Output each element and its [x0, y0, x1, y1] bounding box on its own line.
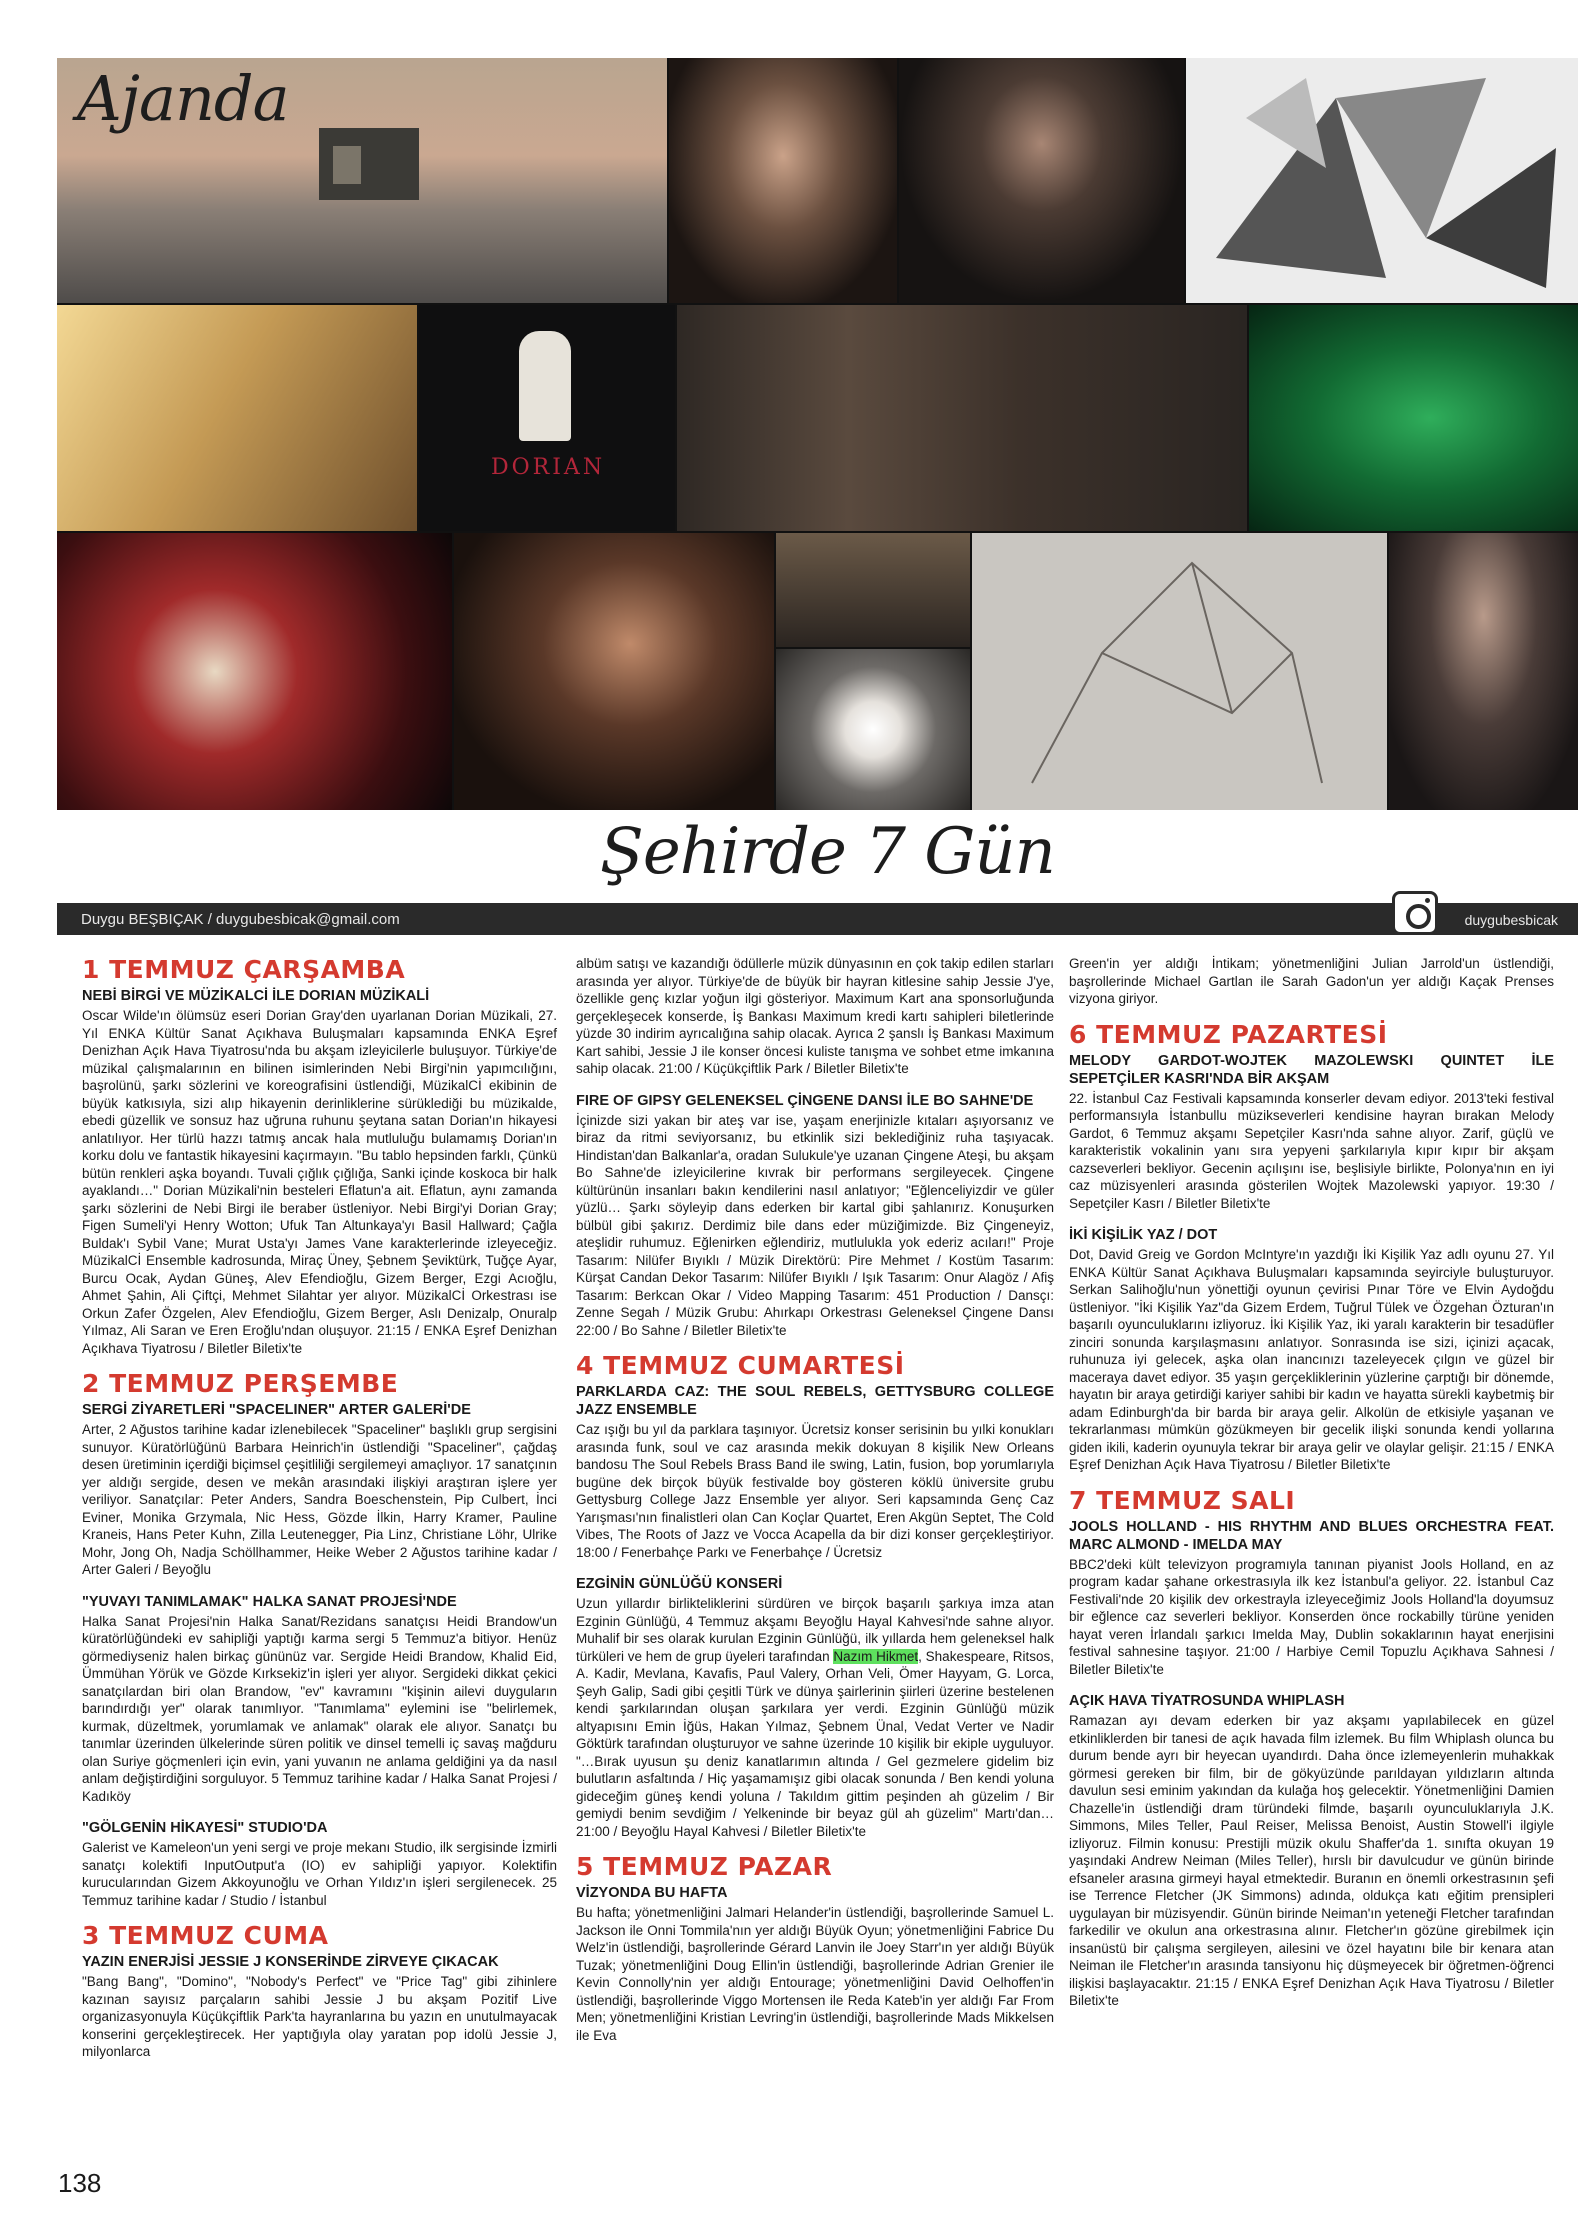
day-heading: 4 TEMMUZ CUMARTESİ	[576, 1351, 905, 1380]
page-number: 138	[58, 2168, 102, 2198]
event-paragraph: Oscar Wilde'ın ölümsüz eseri Dorian Gray'den uyarlanan Dorian Müzikali, 27. Yıl ENKA Kültür Sanat Açıkhava Buluşmaları kapsamında ENKA Eşref Denizhan Açık Hava Tiyatrosu'nda bu akşam izleyicilerle buluşuyor. Türkiye'de müzikal çalışmalarının en bilinen isimlerinden Nebi Birgi'nin yapımcılığını, başrolünü, şarkı sözlerini ve koreografisini üstlendiği, MüzikalCİ ekibinin de büyük katkısıyla, sizi alıp hikayenin derinliklerine sürüklediği bu müzikalde, ebedi güzellik ve sonsuz haz uğruna ruhunu şeytana satan Dorian'ın hikayesi anlatılıyor. Her türlü hazzı tatmış ancak hala mutluluğu bulamamış Dorian'ın korku dolu ve fantastik hikayesini kaçırmayın. "Bu tablo hepsinden farklı, Çünkü bütün renkleri aşka boyandı. Tuvali çığlık çığlığa, Sanki içinde koskoca bir halk ayaklandı…" Dorian Müzikali'nin besteleri Eflatun'a ait. Eflatun, aynı zamanda şarkı sözlerini de Nebi Birgi ile beraber üstleniyor. Nebi Birgi'yi Dorian Gray; Figen Sumeli'yi Henry Wotton; Ufuk Tan Altunkaya'yı Basil Hallward; Çağla Buldak'ı Sybil Vane; Murat Usta'yı James Vane karakterlerinde izleyeceğiz. MüzikalCİ Ensemble kadrosunda, Miraç Üney, Şebnem Şeviktürk, Tuğçe Ayar, Burcu Ocak, Aydan Güneş, Alev Efendioğlu, Gizem Berger, Ezgi Acıoğlu, Ahmet Şahin, Ali Çiftçi, Mehmet Silahtar yer alıyor. MüzikalCİ Orkestrası ise Orkun Zafer Özgelen, Alev Efendioğlu, Gizem Berger, Aslı Denizalp, Onuralp Yılmaz, Ali Saran ve Eren Eroğlu'ndan oluşuyor. 21:15 / ENKA Eşref Denizhan Açıkhava Tiyatrosu / Biletler Biletix'te	[82, 1008, 557, 1356]
event-paragraph: Ramazan ayı devam ederken bir yaz akşamı yapılabilecek en güzel etkinliklerden bir tanesi de açık havada film izlemek. Bu film Whiplash olunca bu durum bende ayrı bir heyecan uyandırdı. Daha önce izlemeyenlerin muhakkak görmesi gereken bir film, bir de gökyüzünde parıldayan yıldızların altında davulun sesi eminim yakından da kulağa hoş gelecektir. Yönetmenliğini Damien Chazelle'in üstlendiği dram türündeki filmde, başarılı oyunculuklarıyla J.K. Simmons, Miles Teller, Paul Reiser, Melissa Benoist, Austin Stowell'i ilgiyle izliyoruz. Filmin konusu: Prestijli müzik okulu Shaffer'da 1. sınıfta okuyan 19 yaşındaki Andrew Neiman (Miles Teller), hırslı bir davulcudur ve günün birinde efsaneler arasına girmeyi hayal etmektedir. Buranın en önemli orkestrasının şefi ise Terrence Fletcher (JK Simmons) adında, oldukça katı eğitim prensipleri uygulayan bir müzisyendir. Günün birinde Neiman'ın yeteneği Fletcher tarafından farkedilir ve okulun ana orkestrasına alınır. Fletcher'ın gözüne girebilmek için insanüstü bir çalışma sergileyen, ailesini ve özel hayatını bile bir kenara atan Neiman ile Fletcher'ın arasında tansiyonu hiç düşmeyecek bir öğretmen-öğrenci ilişkisi başlayacaktır. 21:15 / ENKA Eşref Denizhan Açık Hava Tiyatrosu / Biletler Biletix'te	[1069, 1713, 1554, 2008]
feature-title: Şehirde 7 Gün	[600, 815, 1055, 889]
highlighted-name: Nazım Hikmet	[833, 1648, 919, 1664]
day-heading: 7 TEMMUZ SALI	[1069, 1485, 1296, 1515]
event-heading: SERGİ ZİYARETLERİ "SPACELINER" ARTER GALERİ'DE	[82, 1402, 471, 1418]
photo-orchestra-group	[776, 533, 970, 647]
event-paragraph: Green'in yer aldığı İntikam; yönetmenliğini Julian Jarrold'un üstlendiği, başrollerinde Michael Gartlan ile Sarah Gadon'un yer aldığı Kaçak Prenses vizyona giriyor.	[1069, 956, 1554, 1006]
event-paragraph: İçinizde sizi yakan bir ateş var ise, yaşam enerjinizle kıtaları aşıyorsanız ve biraz da ritmi seviyorsanız, bu etkinlik sizi beklediğiniz ruha taşıyacak. Hindistan'dan Balkanlar'a, oradan Sulukule'ye uzanan Çingene Ateşi, bu akşam Bo Sahne'de izleyicilerine kıvrak bir performans sergileyecek. Çingene kültürünün insanları bakın kendilerini nasıl anlatıyor; "Eğlenceliyizdir ve güler yüzlü… Şarkı söyleyip dans ederken bir kartal gibi şahlanırız. Konuşurken bülbül gibi şakırız. Derdimiz bile dans eder müziğimizde. Biz Çingeneyiz, ateşlidir ruhumuz. Eğlenirken eğlendiriz, mutlulukla yok ederiz acıları!" Proje Tasarım: Nilüfer Bıyıklı / Müzik Direktörü: Pire Mehmet / Kostüm Tasarım: Kürşat Candan Dekor Tasarım: Nilüfer Bıyıklı / Işık Tasarım: Onur Alagöz / Afiş Tasarım: Berkcan Okar / Video Mapping Tasarım: 451 Production / Dansçı: Zenne Segah / Müzik Grubu: Ahırkapı Orkestrası Geleneksel Çingene Dansı 22:00 / Bo Sahne / Biletler Biletix'te	[576, 1112, 1054, 1338]
event-paragraph: Galerist ve Kameleon'un yeni sergi ve proje mekanı Studio, ilk sergisinde İzmirli sanatçı kolektifi InputOutput'a (IO) ev sahipliği yapıyor. Kolektifin kurucularından Gizem Akkoyunoğlu ve Orhan Yıldız'ın işleri sergilenecek. 25 Temmuz tarihine kadar / Studio / İstanbul	[82, 1840, 557, 1908]
paragraph-text: , Shakespeare, Ritsos, A. Kadir, Mevlana, Kavafis, Paul Valery, Orhan Veli, Ömer Hayyam, G. Lorca, Şeyh Galip, Sadi gibi çeşitli Türk ve dünya şairlerinin şiirleri üzerine bestelenen kendi şarkılarından oluşan şarkılara yer verdi. Ezginin Günlüğü müzik altyapısını Emin İğüs, Hakan Yılmaz, Şebnem Ünal, Vedat Verter ve Nadir Göktürk tarafından oluşturuyor ve sahne üzerinde 10 kişilik bir ekiple uyguluyor. "…Bırak uyusun şu deniz kanatlarımın altında / Gel gezmelere gidelim biz bulutların asfaltında / Hiç yaşamamışız gibi olacak sonunda / Ben kendi yoluna gideceğim güneş kendi yoluna / Takıldım gittim peşinden ah güzelim / Bir gemiydi benim sevdiğim / Yelkeninde bir beyaz gül ah güzelim" Martı'dan… 21:00 / Beyoğlu Hayal Kahvesi / Biletler Biletix'te	[576, 1648, 1054, 1839]
author-bar	[57, 903, 1578, 935]
photo-dorian-poster	[419, 305, 675, 531]
photo-moon-light	[776, 649, 970, 810]
photo-couple-stage	[454, 533, 774, 810]
day-heading: 1 TEMMUZ ÇARŞAMBA	[82, 955, 406, 984]
event-heading: VİZYONDA BU HAFTA	[576, 1885, 728, 1901]
event-paragraph: "Bang Bang", "Domino", "Nobody's Perfect" ve "Price Tag" gibi zihinlere kazınan sayısız parçaların sahibi Jessie J bu akşam Pozitif Live organizasyonuyla Küçükçiftlik Park'ta hayranlarına bu yazın en unutulmayacak konserini gerçekleştirecek. Her yaptığıyla olay yaratan pop idolü Jessie J, milyonlarca	[82, 1974, 557, 2059]
column-3	[1069, 955, 1554, 2010]
event-heading: YAZIN ENERJİSİ JESSIE J KONSERİNDE ZİRVEYE ÇIKACAK	[82, 1954, 499, 1970]
author-credit: Duygu BEŞBIÇAK / duygubesbicak@gmail.com	[81, 911, 400, 928]
event-paragraph: Caz ışığı bu yıl da parklara taşınıyor. Ücretsiz konser serisinin bu yılki konukları arasında funk, soul ve caz arasında mekik dokuyan 8 kişilik New Orleans bandosu The Soul Rebels Brass Band ile swing, Latin, fusion, bop yorumlarıyla bugüne dek birçok büyük festivalde boy gösteren köklü üniversite grubu Gettysburg College Jazz Ensemble yer alıyor. Seri kapsamında Genç Caz Yarışması'nın finalistleri olan Can Koçlar Quartet, Eren Akgün Septet, The Cold Vibes, The Roots of Jazz ve Vocca Acapella da bir dizi konser gerçekleştiriyor. 18:00 / Fenerbahçe Parkı ve Fenerbahçe / Ücretsiz	[576, 1422, 1054, 1560]
poster-title: DORIAN	[491, 455, 606, 480]
event-heading: İKİ KİŞİLİK YAZ / DOT	[1069, 1227, 1218, 1243]
column-2	[576, 955, 1054, 2044]
photo-man-black-shirt	[899, 58, 1184, 303]
day-heading: 5 TEMMUZ PAZAR	[576, 1852, 833, 1881]
photo-band-group	[677, 305, 1247, 531]
day-heading: 3 TEMMUZ CUMA	[82, 1921, 329, 1950]
event-heading: "GÖLGENİN HİKAYESİ" STUDIO'DA	[82, 1820, 328, 1836]
section-title: Ajanda	[77, 62, 289, 135]
photo-wire-structure	[972, 533, 1387, 810]
event-paragraph: Dot, David Greig ve Gordon McIntyre'ın yazdığı İki Kişilik Yaz adlı oyunu 27. Yıl ENKA Kültür Sanat Açıkhava Buluşmaları kapsamında seyirciyle buluşturuyor. Serkan Salihoğlu'nun yönettiği oyunun çevirisi Pınar Töre ve Elvin Aydoğdu üstleniyor. "İki Kişilik Yaz"da Gizem Erdem, Tuğrul Tülek ve Özgehan Özturan'ın başarılı oyunculuklarını izliyoruz. İki Kişilik Yaz, iki yaralı karakterin bir tesadüfler zinciri sonunda karşılaşmasını anlatıyor. Sonrasında ise sizi, içinizi açacak, ruhunuza iyi gelecek, aşka olan inancınızı tazeleyecek çılgın ve güzel bir maceraya davet ediyor. 35 yaşın gerçekliklerinin yüzlerine çarptığı bir dönemde, hayatın bir araya getirdiği kariyer sahibi bir kadın ve hayatta sürekli kaybetmiş bir adam Edinburgh'da bir barda bir araya gelir. Alkolün de etkisiyle yaşanan ve tekrarlanması mümkün gözükmeyen bir gecelik ilişki sonunda kendi yollarına giden ikili, kaderin oyunuyla tekrar bir araya gelir ve olaylar gelişir. 21:15 / ENKA Eşref Denizhan Açık Hava Tiyatrosu / Biletler Biletix'te	[1069, 1247, 1554, 1472]
instagram-icon	[1392, 891, 1438, 935]
photo-collage	[57, 58, 1578, 810]
event-paragraph: Bu hafta; yönetmenliğini Jalmari Helander'in üstlendiği, başrollerinde Samuel L. Jackson ile Onni Tommila'nın yer aldığı Büyük Oyun; yönetmenliğini Fabrice Du Welz'in üstlendiği, başrollerinde Gérard Lanvin ile Joey Starr'ın yer aldığı Büyük Tuzak; yönetmenliğini Doug Ellin'in üstlendiği, başrollerinde Adrian Grenier ile Kevin Connolly'nin yer aldığı Entourage; yönetmenliğini David Oelhoffen'in üstlendiği, başrollerinde Viggo Mortensen ile Reda Kateb'in yer aldığı Far From Men; yönetmenliğini Kristian Levring'in üstlendiği, başrollerinde Mads Mikkelsen ile Eva	[576, 1905, 1054, 2043]
day-heading: 2 TEMMUZ PERŞEMBE	[82, 1369, 399, 1398]
event-paragraph: 22. İstanbul Caz Festivali kapsamında konserler devam ediyor. 2013'teki festival performansıyla İstanbullu müzikseverleri kendisine hayran bırakan Melody Gardot, 6 Temmuz akşamı Sepetçiler Kasrı'nda sahne alıyor. Zarif, güçlü ve karakteristik vokalinin yanı sıra yepyeni şarkılarıyla kıpır kıpır bir akşam cazseverleri bekliyor. Gecenin açılışını ise, beşlisiyle birlikte, Polonya'nın en iyi caz müzisyenleri arasında gösterilen Wojtek Mazolewski yapıyor. 19:30 / Sepetçiler Kasrı / Biletler Biletix'te	[1069, 1090, 1554, 1211]
event-paragraph: Arter, 2 Ağustos tarihine kadar izlenebilecek "Spaceliner" başlıklı grup sergisini sunuyor. Küratörlüğünü Barbara Heinrich'in üstlendiği "Spaceliner", çağdaş desen üretiminin içerdiği biçimsel çeşitliliği sergilemeyi amaçlıyor. 17 sanatçının yer aldığı sergide, desen ve mekân arasındaki ilişkiyi araştıran işlere yer veriliyor. Sanatçılar: Peter Anders, Sandra Boeschenstein, Pip Culbert, İnci Eviner, Monika Grzymala, Nic Hess, Gözde İlkin, Harry Kramer, Pauline Kraneis, Hans Peter Kuhn, Zilla Leutenegger, Pia Linz, Christiane Löhr, Ulrike Mohr, Jong Oh, Nadja Schöllhammer, Heike Weber 2 Ağustos tarihine kadar / Arter Galeri / Beyoğlu	[82, 1422, 557, 1577]
column-1	[82, 955, 557, 2061]
instagram-handle: duygubesbicak	[1464, 912, 1558, 928]
event-paragraph: Halka Sanat Projesi'nin Halka Sanat/Rezidans sanatçısı Heidi Brandow'un küratörlüğündeki ev sahipliği yaptığı karma sergi 5 Temmuz'a bitiyor. Henüz görmediyseniz halen birkaç gününüz var. Sergide Heidi Brandow, Khalid Eid, Ümmühan Yörük ve Gözde Kırksekiz'in işleri yer alıyor. Sergideki dikkat çekici sanatçılardan biri olan Brandow, "ev" kavramını "kişinin ailevi duyguların barındırdığı yer" olarak tanımlıyor. "Tanımlama" eylemini ise "belirlemek, kurmak, düzeltmek, yorumlamak ve anlamak" olarak ele alıyor. Sanatçı bu tanımlar üzerinden ülkelerinde süren politik ve dinsel temelli iç savaş mağduru olan Suriye göçmenleri için evin, yani yuvanın ne anlama geldiğini ya da nasıl anlam değiştirdiğini sorguluyor. 5 Temmuz tarihine kadar / Halka Sanat Projesi / Kadıköy	[82, 1613, 557, 1804]
event-heading: PARKLARDA CAZ: THE SOUL REBELS, GETTYSBURG COLLEGE JAZZ ENSEMBLE	[576, 1384, 1054, 1418]
paragraph-text: Uzun yıllardır birlikteliklerini sürdüren ve birçok başarılı şarkıya imza atan Ezginin Günlüğü, 4 Temmuz akşamı Beyoğlu Hayal Kahvesi'nde sahne alıyor. Muhalif bir ses olarak kurulan Ezginin Günlüğü, ilk yıllarda hem geleneksel halk türküleri ve hem de grup üyeleri tarafından	[576, 1596, 1054, 1664]
event-paragraph	[576, 1595, 1054, 1840]
event-heading: JOOLS HOLLAND - HIS RHYTHM AND BLUES ORCHESTRA FEAT. MARC ALMOND - IMELDA MAY	[1069, 1518, 1554, 1553]
event-heading: EZGİNİN GÜNLÜĞÜ KONSERİ	[576, 1576, 783, 1592]
photo-couple-event	[1389, 533, 1578, 810]
event-paragraph: BBC2'deki kült televizyon programıyla tanınan piyanist Jools Holland, en az program kadar şahane orkestrasıyla ilk kez İstanbul'a geliyor. 22. İstanbul Caz Festivali'nde 20 kişilik dev orkestrayla izleyeceğimiz Jools Holland'la doyumsuz bir eğlence caz severleri bekliyor. Konserden önce rockabilly türüne yeniden hayat veren İrlandalı şarkıcı Imelda May, Dublin sokaklarının hayat enerjisini festival sahnesine taşıyor. 21:00 / Harbiye Cemil Topuzlu Açıkhava Sahnesi / Biletler Biletix'te	[1069, 1556, 1554, 1677]
photo-tambourine	[57, 533, 452, 810]
event-heading: AÇIK HAVA TİYATROSUNDA WHIPLASH	[1069, 1693, 1345, 1709]
event-heading: FIRE OF GIPSY GELENEKSEL ÇİNGENE DANSI İLE BO SAHNE'DE	[576, 1092, 1034, 1109]
event-heading: "YUVAYI TANIMLAMAK" HALKA SANAT PROJESİ'NDE	[82, 1593, 457, 1610]
photo-green-installation	[1249, 305, 1578, 531]
day-heading: 6 TEMMUZ PAZARTESİ	[1069, 1019, 1388, 1049]
event-heading: NEBİ BİRGİ VE MÜZİKALCİ İLE DORIAN MÜZİKALİ	[82, 988, 430, 1004]
event-heading: MELODY GARDOT-WOJTEK MAZOLEWSKI QUINTET İLE SEPETÇİLER KASRI'NDA BİR AKŞAM	[1069, 1052, 1554, 1087]
photo-woman-portrait	[669, 58, 897, 303]
photo-woman-yellow-dress	[57, 305, 417, 531]
photo-abstract-triangles	[1186, 58, 1578, 303]
event-paragraph: albüm satışı ve kazandığı ödüllerle müzik dünyasının en çok takip edilen starları arasında yer alıyor. Türkiye'de de büyük bir hayran kitlesine sahip Jessie J'ye, özellikle genç kızlar yoğun ilgi gösteriyor. Maximum Kart ana sponsorluğunda gerçekleşecek konserde, İş Bankası Maximum kredi kartı sahipleri biletlerinde yüzde 30 indirim ayrıcalığına sahip olacak. Ayrıca 2 şanslı İş Bankası Maximum Kart sahibi, Jessie J ile konser öncesi kuliste tanışma ve sohbet etme imkanına sahip olacak. 21:00 / Küçükçiftlik Park / Biletler Biletix'te	[576, 956, 1054, 1076]
